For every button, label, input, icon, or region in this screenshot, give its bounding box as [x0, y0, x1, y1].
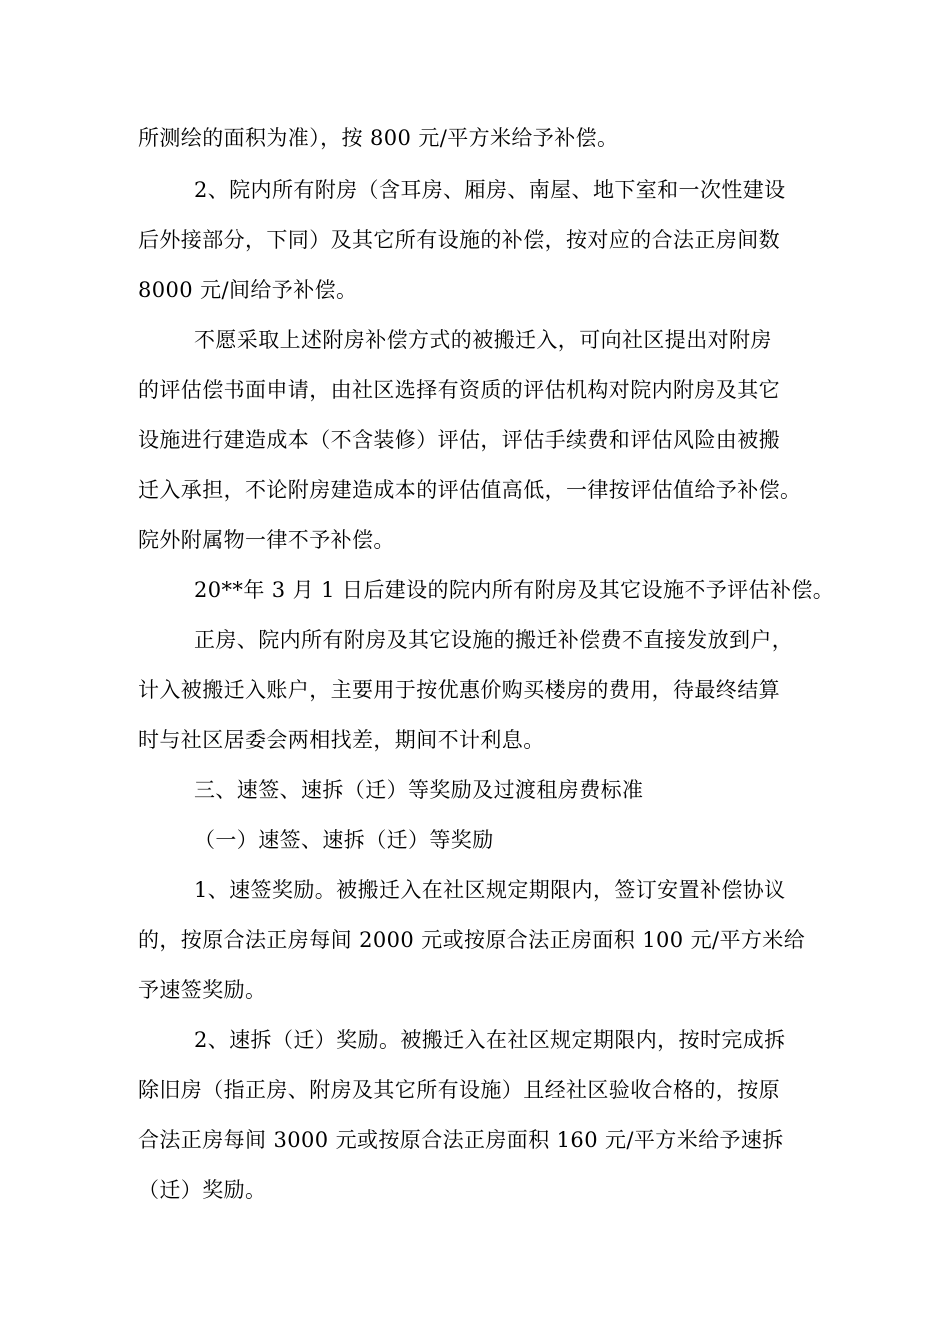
text-line: 设施进行建造成本（不含装修）评估，评估手续费和评估风险由被搬	[138, 428, 780, 452]
text-line: 1、速签奖励。被搬迁入在社区规定期限内，签订安置补偿协议	[194, 878, 786, 902]
text-line: 不愿采取上述附房补偿方式的被搬迁入，可向社区提出对附房	[194, 328, 772, 352]
section-heading: 三、速签、速拆（迁）等奖励及过渡租房费标准	[194, 778, 644, 802]
text-line: 的评估偿书面申请，由社区选择有资质的评估机构对院内附房及其它	[138, 378, 780, 402]
text-line: 时与社区居委会两相找差，期间不计利息。	[138, 728, 545, 752]
text-line: 的，按原合法正房每间 2000 元或按原合法正房面积 100 元/平方米给	[138, 928, 806, 952]
text-line: 除旧房（指正房、附房及其它所有设施）且经社区验收合格的，按原	[138, 1078, 780, 1102]
text-line: 所测绘的面积为准），按 800 元/平方米给予补偿。	[138, 126, 619, 150]
text-line: 20**年 3 月 1 日后建设的院内所有附房及其它设施不予评估补偿。	[194, 578, 835, 602]
text-line: 2、速拆（迁）奖励。被搬迁入在社区规定期限内，按时完成拆	[194, 1028, 786, 1052]
text-line: 正房、院内所有附房及其它设施的搬迁补偿费不直接发放到户，	[194, 628, 794, 652]
subsection-heading: （一）速签、速拆（迁）等奖励	[194, 828, 494, 852]
text-line: 8000 元/间给予补偿。	[138, 278, 358, 302]
text-line: 予速签奖励。	[138, 978, 267, 1002]
text-line: 迁入承担，不论附房建造成本的评估值高低，一律按评估值给予补偿。	[138, 478, 802, 502]
text-line: 院外附属物一律不予补偿。	[138, 528, 395, 552]
text-line: 合法正房每间 3000 元或按原合法正房面积 160 元/平方米给予速拆	[138, 1128, 784, 1152]
text-line: 计入被搬迁入账户，主要用于按优惠价购买楼房的费用，待最终结算	[138, 678, 780, 702]
text-line: 2、院内所有附房（含耳房、厢房、南屋、地下室和一次性建设	[194, 178, 786, 202]
text-line: 后外接部分，下同）及其它所有设施的补偿，按对应的合法正房间数	[138, 228, 780, 252]
text-line: （迁）奖励。	[138, 1178, 267, 1202]
